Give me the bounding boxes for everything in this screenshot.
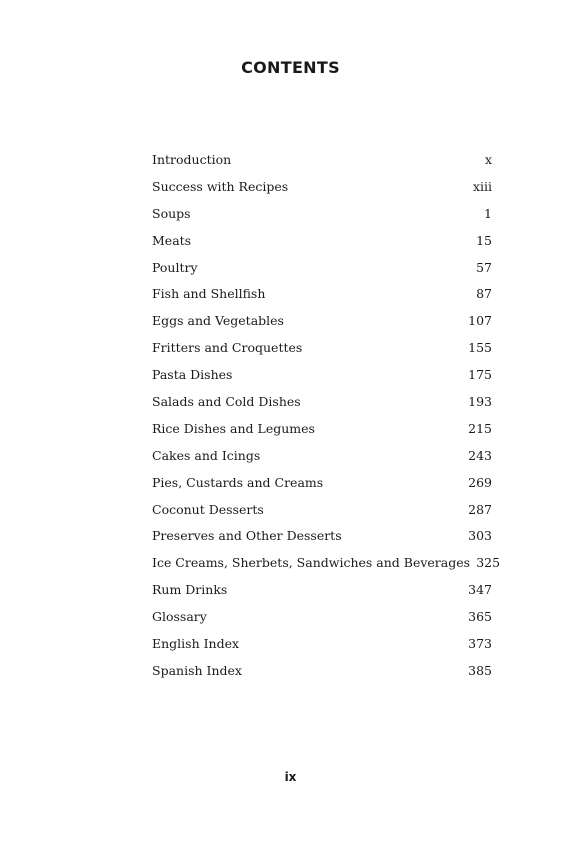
table-of-contents <box>152 150 501 688</box>
toc-entry-eggs-and-vegetables[interactable] <box>152 311 492 338</box>
toc-entry-preserves-and-other-desserts[interactable] <box>152 526 492 553</box>
toc-entry-page: 155 <box>468 340 492 356</box>
toc-entry-salads-and-cold-dishes[interactable] <box>152 392 492 419</box>
toc-entry-spanish-index[interactable] <box>152 661 492 688</box>
page-title: CONTENTS <box>241 58 340 77</box>
toc-entry-page: 269 <box>468 474 492 490</box>
toc-entry-title: Introduction <box>152 152 232 167</box>
toc-entry-page: x <box>484 152 492 167</box>
toc-entry-title: Soups <box>152 205 191 221</box>
toc-entry-title: Poultry <box>152 259 198 275</box>
toc-entry-page: xiii <box>472 178 492 194</box>
toc-entry-title: Glossary <box>152 609 207 625</box>
toc-entry-title: Pasta Dishes <box>152 367 233 383</box>
toc-entry-ice-creams-sherbets-sandwiches-beverages[interactable] <box>152 553 501 580</box>
toc-entry-title: Meats <box>152 232 192 248</box>
toc-entry-pasta-dishes[interactable] <box>152 365 492 392</box>
toc-entry-glossary[interactable] <box>152 607 492 634</box>
toc-entry-page: 175 <box>468 367 492 383</box>
toc-entry-success-with-recipes[interactable] <box>152 177 492 204</box>
toc-entry-page: 325 <box>476 555 501 571</box>
toc-entry-title: Rum Drinks <box>152 582 228 598</box>
toc-entry-page: 57 <box>476 259 492 275</box>
toc-entry-page: 243 <box>468 447 492 463</box>
toc-entry-page: 215 <box>468 420 492 436</box>
toc-entry-title: Preserves and Other Desserts <box>152 528 342 544</box>
toc-entry-title: Salads and Cold Dishes <box>152 394 301 410</box>
toc-entry-rum-drinks[interactable] <box>152 580 492 607</box>
toc-entry-page: 385 <box>468 662 492 678</box>
toc-entry-fritters-and-croquettes[interactable] <box>152 338 492 365</box>
toc-entry-title: Fish and Shellfish <box>152 286 266 302</box>
toc-entry-fish-and-shellfish[interactable] <box>152 284 492 311</box>
toc-entry-title: English Index <box>152 636 240 652</box>
toc-entry-title: Spanish Index <box>152 662 242 678</box>
toc-entry-title: Rice Dishes and Legumes <box>152 420 315 436</box>
toc-entry-rice-dishes-and-legumes[interactable] <box>152 419 492 446</box>
toc-entry-english-index[interactable] <box>152 634 492 661</box>
toc-entry-pies-custards-and-creams[interactable] <box>152 473 492 500</box>
toc-entry-page: 193 <box>468 394 492 410</box>
toc-entry-page: 107 <box>468 313 492 329</box>
page-number: ix <box>284 770 297 784</box>
toc-entry-soups[interactable] <box>152 204 492 231</box>
toc-entry-title: Fritters and Croquettes <box>152 340 303 356</box>
toc-entry-page: 347 <box>468 582 492 598</box>
toc-entry-title: Cakes and Icings <box>152 447 261 463</box>
toc-entry-title: Eggs and Vegetables <box>152 313 284 329</box>
toc-entry-introduction[interactable] <box>152 150 492 177</box>
toc-entry-page: 287 <box>468 501 492 517</box>
toc-entry-title: Ice Creams, Sherbets, Sandwiches and Beverages <box>152 555 471 571</box>
toc-entry-meats[interactable] <box>152 231 492 258</box>
toc-entry-coconut-desserts[interactable] <box>152 500 492 527</box>
toc-entry-page: 373 <box>468 636 492 652</box>
toc-entry-title: Pies, Custards and Creams <box>152 474 324 490</box>
toc-entry-page: 365 <box>468 609 492 625</box>
toc-entry-page: 87 <box>476 286 492 302</box>
toc-entry-title: Success with Recipes <box>152 178 289 194</box>
toc-entry-cakes-and-icings[interactable] <box>152 446 492 473</box>
toc-entry-title: Coconut Desserts <box>152 501 264 517</box>
toc-entry-page: 1 <box>484 205 492 221</box>
toc-entry-page: 15 <box>476 232 492 248</box>
toc-entry-page: 303 <box>468 528 492 544</box>
toc-entry-poultry[interactable] <box>152 258 492 285</box>
